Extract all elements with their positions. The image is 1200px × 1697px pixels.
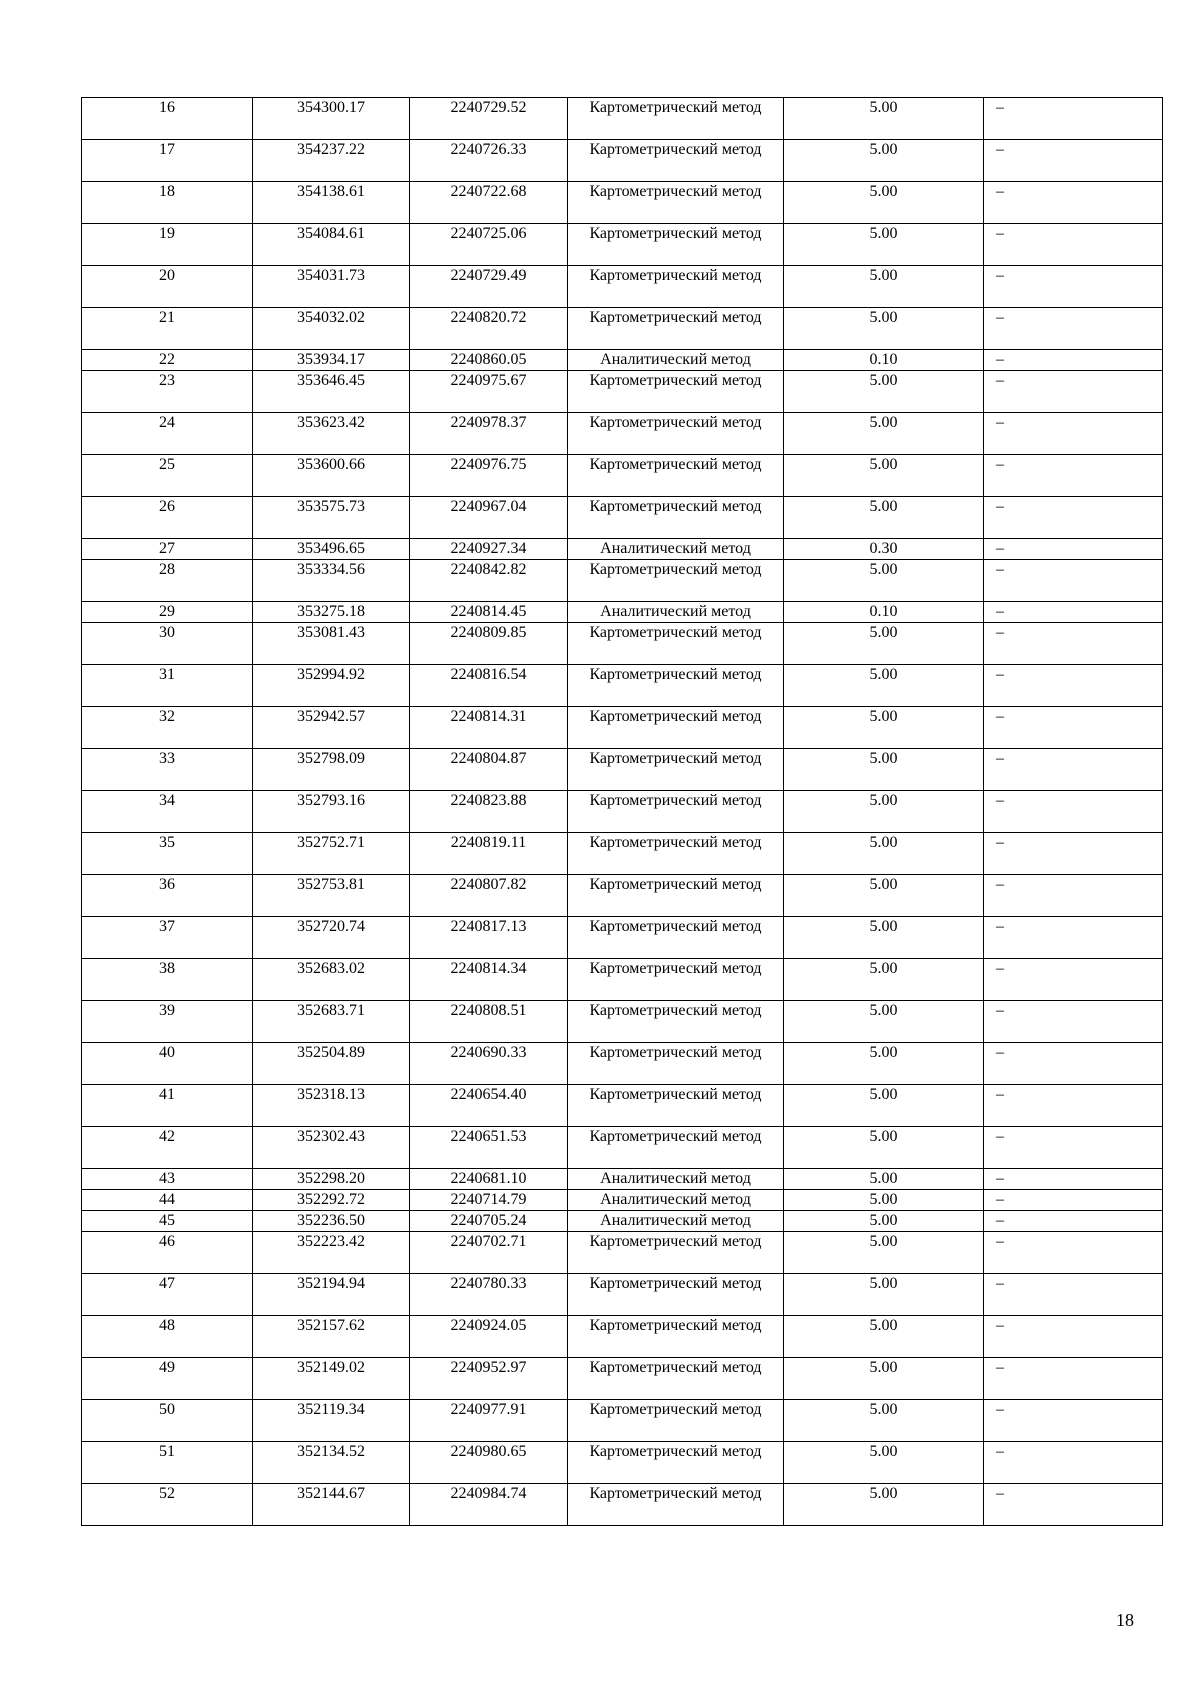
coord-y-cell: 2240729.52 <box>410 98 568 140</box>
table-row <box>82 707 1163 749</box>
coord-y-cell: 2240980.65 <box>410 1442 568 1484</box>
method-cell: Картометрический метод <box>568 1085 784 1127</box>
note-cell: – <box>984 560 1163 602</box>
coord-x-cell: 354084.61 <box>253 224 410 266</box>
coord-x-cell: 352798.09 <box>253 749 410 791</box>
method-cell: Картометрический метод <box>568 707 784 749</box>
table-row <box>82 224 1163 266</box>
table-row <box>82 623 1163 665</box>
coord-y-cell: 2240729.49 <box>410 266 568 308</box>
accuracy-cell: 5.00 <box>784 1442 984 1484</box>
point-number-cell: 35 <box>82 833 253 875</box>
coord-x-cell: 352292.72 <box>253 1190 410 1211</box>
point-number-cell: 52 <box>82 1484 253 1526</box>
accuracy-cell: 0.10 <box>784 602 984 623</box>
table-row <box>82 1316 1163 1358</box>
coord-y-cell: 2240984.74 <box>410 1484 568 1526</box>
accuracy-cell: 5.00 <box>784 371 984 413</box>
note-cell: – <box>984 623 1163 665</box>
accuracy-cell: 5.00 <box>784 1043 984 1085</box>
method-cell: Картометрический метод <box>568 1274 784 1316</box>
method-cell: Картометрический метод <box>568 1400 784 1442</box>
coord-y-cell: 2240726.33 <box>410 140 568 182</box>
table-row <box>82 350 1163 371</box>
method-cell: Картометрический метод <box>568 497 784 539</box>
method-cell: Картометрический метод <box>568 1484 784 1526</box>
table-row <box>82 959 1163 1001</box>
note-cell: – <box>984 1127 1163 1169</box>
coord-x-cell: 352683.02 <box>253 959 410 1001</box>
coordinates-table <box>81 97 1163 1526</box>
table-row <box>82 1085 1163 1127</box>
note-cell: – <box>984 1001 1163 1043</box>
point-number-cell: 36 <box>82 875 253 917</box>
coord-x-cell: 352223.42 <box>253 1232 410 1274</box>
method-cell: Картометрический метод <box>568 749 784 791</box>
table-row <box>82 833 1163 875</box>
accuracy-cell: 5.00 <box>784 1274 984 1316</box>
note-cell: – <box>984 1190 1163 1211</box>
accuracy-cell: 0.10 <box>784 350 984 371</box>
point-number-cell: 30 <box>82 623 253 665</box>
coord-y-cell: 2240722.68 <box>410 182 568 224</box>
coord-y-cell: 2240927.34 <box>410 539 568 560</box>
coordinates-table-body <box>82 98 1163 1526</box>
coord-x-cell: 352942.57 <box>253 707 410 749</box>
table-row <box>82 98 1163 140</box>
coord-y-cell: 2240714.79 <box>410 1190 568 1211</box>
point-number-cell: 32 <box>82 707 253 749</box>
point-number-cell: 50 <box>82 1400 253 1442</box>
accuracy-cell: 5.00 <box>784 497 984 539</box>
note-cell: – <box>984 1484 1163 1526</box>
coord-y-cell: 2240651.53 <box>410 1127 568 1169</box>
coord-y-cell: 2240819.11 <box>410 833 568 875</box>
method-cell: Картометрический метод <box>568 224 784 266</box>
point-number-cell: 41 <box>82 1085 253 1127</box>
coord-y-cell: 2240977.91 <box>410 1400 568 1442</box>
note-cell: – <box>984 1232 1163 1274</box>
table-row <box>82 1127 1163 1169</box>
table-row <box>82 1001 1163 1043</box>
coord-x-cell: 352683.71 <box>253 1001 410 1043</box>
coord-x-cell: 353623.42 <box>253 413 410 455</box>
accuracy-cell: 5.00 <box>784 1358 984 1400</box>
coord-y-cell: 2240780.33 <box>410 1274 568 1316</box>
table-row <box>82 1484 1163 1526</box>
point-number-cell: 44 <box>82 1190 253 1211</box>
note-cell: – <box>984 917 1163 959</box>
table-row <box>82 917 1163 959</box>
method-cell: Картометрический метод <box>568 140 784 182</box>
note-cell: – <box>984 875 1163 917</box>
table-row <box>82 1190 1163 1211</box>
method-cell: Аналитический метод <box>568 1211 784 1232</box>
accuracy-cell: 5.00 <box>784 707 984 749</box>
accuracy-cell: 5.00 <box>784 959 984 1001</box>
note-cell: – <box>984 140 1163 182</box>
coord-x-cell: 352504.89 <box>253 1043 410 1085</box>
method-cell: Картометрический метод <box>568 1127 784 1169</box>
accuracy-cell: 5.00 <box>784 1085 984 1127</box>
method-cell: Картометрический метод <box>568 791 784 833</box>
note-cell: – <box>984 1274 1163 1316</box>
coord-x-cell: 353081.43 <box>253 623 410 665</box>
note-cell: – <box>984 959 1163 1001</box>
method-cell: Картометрический метод <box>568 308 784 350</box>
point-number-cell: 23 <box>82 371 253 413</box>
coord-x-cell: 352994.92 <box>253 665 410 707</box>
coord-y-cell: 2240842.82 <box>410 560 568 602</box>
accuracy-cell: 5.00 <box>784 1127 984 1169</box>
table-row <box>82 497 1163 539</box>
coord-y-cell: 2240705.24 <box>410 1211 568 1232</box>
note-cell: – <box>984 266 1163 308</box>
method-cell: Картометрический метод <box>568 1442 784 1484</box>
method-cell: Аналитический метод <box>568 1169 784 1190</box>
coord-y-cell: 2240967.04 <box>410 497 568 539</box>
coord-x-cell: 353496.65 <box>253 539 410 560</box>
coord-y-cell: 2240814.45 <box>410 602 568 623</box>
method-cell: Картометрический метод <box>568 266 784 308</box>
accuracy-cell: 5.00 <box>784 266 984 308</box>
coord-x-cell: 352302.43 <box>253 1127 410 1169</box>
coord-y-cell: 2240952.97 <box>410 1358 568 1400</box>
note-cell: – <box>984 539 1163 560</box>
note-cell: – <box>984 749 1163 791</box>
table-row <box>82 1442 1163 1484</box>
accuracy-cell: 5.00 <box>784 1169 984 1190</box>
note-cell: – <box>984 707 1163 749</box>
accuracy-cell: 5.00 <box>784 560 984 602</box>
accuracy-cell: 5.00 <box>784 623 984 665</box>
accuracy-cell: 5.00 <box>784 1400 984 1442</box>
coord-x-cell: 352752.71 <box>253 833 410 875</box>
table-row <box>82 308 1163 350</box>
table-row <box>82 371 1163 413</box>
table-row <box>82 1358 1163 1400</box>
point-number-cell: 49 <box>82 1358 253 1400</box>
coord-x-cell: 352720.74 <box>253 917 410 959</box>
note-cell: – <box>984 1400 1163 1442</box>
method-cell: Картометрический метод <box>568 1358 784 1400</box>
point-number-cell: 34 <box>82 791 253 833</box>
method-cell: Картометрический метод <box>568 875 784 917</box>
coord-y-cell: 2240978.37 <box>410 413 568 455</box>
table-row <box>82 665 1163 707</box>
point-number-cell: 21 <box>82 308 253 350</box>
note-cell: – <box>984 182 1163 224</box>
coord-y-cell: 2240690.33 <box>410 1043 568 1085</box>
method-cell: Аналитический метод <box>568 1190 784 1211</box>
accuracy-cell: 5.00 <box>784 1001 984 1043</box>
coord-x-cell: 352157.62 <box>253 1316 410 1358</box>
point-number-cell: 29 <box>82 602 253 623</box>
table-row <box>82 1400 1163 1442</box>
coord-x-cell: 352194.94 <box>253 1274 410 1316</box>
point-number-cell: 17 <box>82 140 253 182</box>
method-cell: Аналитический метод <box>568 602 784 623</box>
coord-y-cell: 2240976.75 <box>410 455 568 497</box>
point-number-cell: 46 <box>82 1232 253 1274</box>
note-cell: – <box>984 497 1163 539</box>
point-number-cell: 33 <box>82 749 253 791</box>
accuracy-cell: 5.00 <box>784 749 984 791</box>
method-cell: Картометрический метод <box>568 413 784 455</box>
method-cell: Картометрический метод <box>568 623 784 665</box>
method-cell: Картометрический метод <box>568 1043 784 1085</box>
point-number-cell: 43 <box>82 1169 253 1190</box>
note-cell: – <box>984 665 1163 707</box>
note-cell: – <box>984 371 1163 413</box>
accuracy-cell: 5.00 <box>784 455 984 497</box>
method-cell: Картометрический метод <box>568 1001 784 1043</box>
accuracy-cell: 5.00 <box>784 224 984 266</box>
note-cell: – <box>984 308 1163 350</box>
note-cell: – <box>984 1085 1163 1127</box>
point-number-cell: 28 <box>82 560 253 602</box>
coord-x-cell: 353600.66 <box>253 455 410 497</box>
coord-y-cell: 2240808.51 <box>410 1001 568 1043</box>
method-cell: Картометрический метод <box>568 959 784 1001</box>
coord-y-cell: 2240817.13 <box>410 917 568 959</box>
coord-x-cell: 352318.13 <box>253 1085 410 1127</box>
coord-y-cell: 2240814.31 <box>410 707 568 749</box>
point-number-cell: 25 <box>82 455 253 497</box>
point-number-cell: 45 <box>82 1211 253 1232</box>
coord-x-cell: 353934.17 <box>253 350 410 371</box>
accuracy-cell: 5.00 <box>784 665 984 707</box>
accuracy-cell: 5.00 <box>784 1484 984 1526</box>
method-cell: Картометрический метод <box>568 833 784 875</box>
note-cell: – <box>984 98 1163 140</box>
accuracy-cell: 5.00 <box>784 98 984 140</box>
coord-x-cell: 354237.22 <box>253 140 410 182</box>
table-row <box>82 749 1163 791</box>
note-cell: – <box>984 1442 1163 1484</box>
coord-y-cell: 2240814.34 <box>410 959 568 1001</box>
coord-x-cell: 352753.81 <box>253 875 410 917</box>
accuracy-cell: 5.00 <box>784 1232 984 1274</box>
table-row <box>82 1043 1163 1085</box>
method-cell: Картометрический метод <box>568 1316 784 1358</box>
accuracy-cell: 5.00 <box>784 308 984 350</box>
table-row <box>82 266 1163 308</box>
point-number-cell: 42 <box>82 1127 253 1169</box>
point-number-cell: 24 <box>82 413 253 455</box>
point-number-cell: 40 <box>82 1043 253 1085</box>
coord-y-cell: 2240860.05 <box>410 350 568 371</box>
coord-y-cell: 2240681.10 <box>410 1169 568 1190</box>
note-cell: – <box>984 602 1163 623</box>
table-row <box>82 413 1163 455</box>
point-number-cell: 16 <box>82 98 253 140</box>
method-cell: Картометрический метод <box>568 1232 784 1274</box>
coord-y-cell: 2240804.87 <box>410 749 568 791</box>
method-cell: Картометрический метод <box>568 917 784 959</box>
coord-y-cell: 2240820.72 <box>410 308 568 350</box>
coord-x-cell: 354031.73 <box>253 266 410 308</box>
point-number-cell: 39 <box>82 1001 253 1043</box>
table-row <box>82 560 1163 602</box>
note-cell: – <box>984 350 1163 371</box>
accuracy-cell: 5.00 <box>784 413 984 455</box>
method-cell: Картометрический метод <box>568 665 784 707</box>
note-cell: – <box>984 413 1163 455</box>
table-row <box>82 1211 1163 1232</box>
coord-y-cell: 2240702.71 <box>410 1232 568 1274</box>
point-number-cell: 51 <box>82 1442 253 1484</box>
coord-x-cell: 352144.67 <box>253 1484 410 1526</box>
point-number-cell: 20 <box>82 266 253 308</box>
point-number-cell: 27 <box>82 539 253 560</box>
coord-y-cell: 2240924.05 <box>410 1316 568 1358</box>
method-cell: Картометрический метод <box>568 182 784 224</box>
coord-y-cell: 2240975.67 <box>410 371 568 413</box>
table-row <box>82 875 1163 917</box>
table-row <box>82 1232 1163 1274</box>
accuracy-cell: 5.00 <box>784 875 984 917</box>
table-row <box>82 455 1163 497</box>
note-cell: – <box>984 455 1163 497</box>
point-number-cell: 18 <box>82 182 253 224</box>
method-cell: Аналитический метод <box>568 350 784 371</box>
table-row <box>82 602 1163 623</box>
coord-x-cell: 352298.20 <box>253 1169 410 1190</box>
coord-y-cell: 2240807.82 <box>410 875 568 917</box>
coord-x-cell: 354032.02 <box>253 308 410 350</box>
method-cell: Картометрический метод <box>568 455 784 497</box>
note-cell: – <box>984 1316 1163 1358</box>
table-row <box>82 182 1163 224</box>
coord-x-cell: 353646.45 <box>253 371 410 413</box>
method-cell: Картометрический метод <box>568 98 784 140</box>
coord-x-cell: 352134.52 <box>253 1442 410 1484</box>
table-row <box>82 539 1163 560</box>
note-cell: – <box>984 1358 1163 1400</box>
coord-x-cell: 352236.50 <box>253 1211 410 1232</box>
coord-x-cell: 354300.17 <box>253 98 410 140</box>
coord-x-cell: 352149.02 <box>253 1358 410 1400</box>
coord-x-cell: 352119.34 <box>253 1400 410 1442</box>
point-number-cell: 47 <box>82 1274 253 1316</box>
table-row <box>82 1169 1163 1190</box>
note-cell: – <box>984 833 1163 875</box>
point-number-cell: 48 <box>82 1316 253 1358</box>
coord-y-cell: 2240654.40 <box>410 1085 568 1127</box>
method-cell: Картометрический метод <box>568 560 784 602</box>
note-cell: – <box>984 791 1163 833</box>
method-cell: Аналитический метод <box>568 539 784 560</box>
note-cell: – <box>984 224 1163 266</box>
note-cell: – <box>984 1211 1163 1232</box>
accuracy-cell: 5.00 <box>784 833 984 875</box>
accuracy-cell: 5.00 <box>784 791 984 833</box>
point-number-cell: 37 <box>82 917 253 959</box>
point-number-cell: 38 <box>82 959 253 1001</box>
point-number-cell: 26 <box>82 497 253 539</box>
coord-x-cell: 353575.73 <box>253 497 410 539</box>
accuracy-cell: 5.00 <box>784 1316 984 1358</box>
accuracy-cell: 5.00 <box>784 1211 984 1232</box>
coord-x-cell: 354138.61 <box>253 182 410 224</box>
accuracy-cell: 5.00 <box>784 917 984 959</box>
note-cell: – <box>984 1169 1163 1190</box>
method-cell: Картометрический метод <box>568 371 784 413</box>
point-number-cell: 22 <box>82 350 253 371</box>
table-row <box>82 791 1163 833</box>
coord-y-cell: 2240809.85 <box>410 623 568 665</box>
coord-y-cell: 2240823.88 <box>410 791 568 833</box>
coord-x-cell: 353334.56 <box>253 560 410 602</box>
coord-y-cell: 2240725.06 <box>410 224 568 266</box>
accuracy-cell: 0.30 <box>784 539 984 560</box>
coord-x-cell: 353275.18 <box>253 602 410 623</box>
coord-y-cell: 2240816.54 <box>410 665 568 707</box>
accuracy-cell: 5.00 <box>784 182 984 224</box>
accuracy-cell: 5.00 <box>784 1190 984 1211</box>
table-row <box>82 1274 1163 1316</box>
page-number: 18 <box>1116 1610 1134 1630</box>
coord-x-cell: 352793.16 <box>253 791 410 833</box>
accuracy-cell: 5.00 <box>784 140 984 182</box>
point-number-cell: 19 <box>82 224 253 266</box>
note-cell: – <box>984 1043 1163 1085</box>
point-number-cell: 31 <box>82 665 253 707</box>
table-row <box>82 140 1163 182</box>
